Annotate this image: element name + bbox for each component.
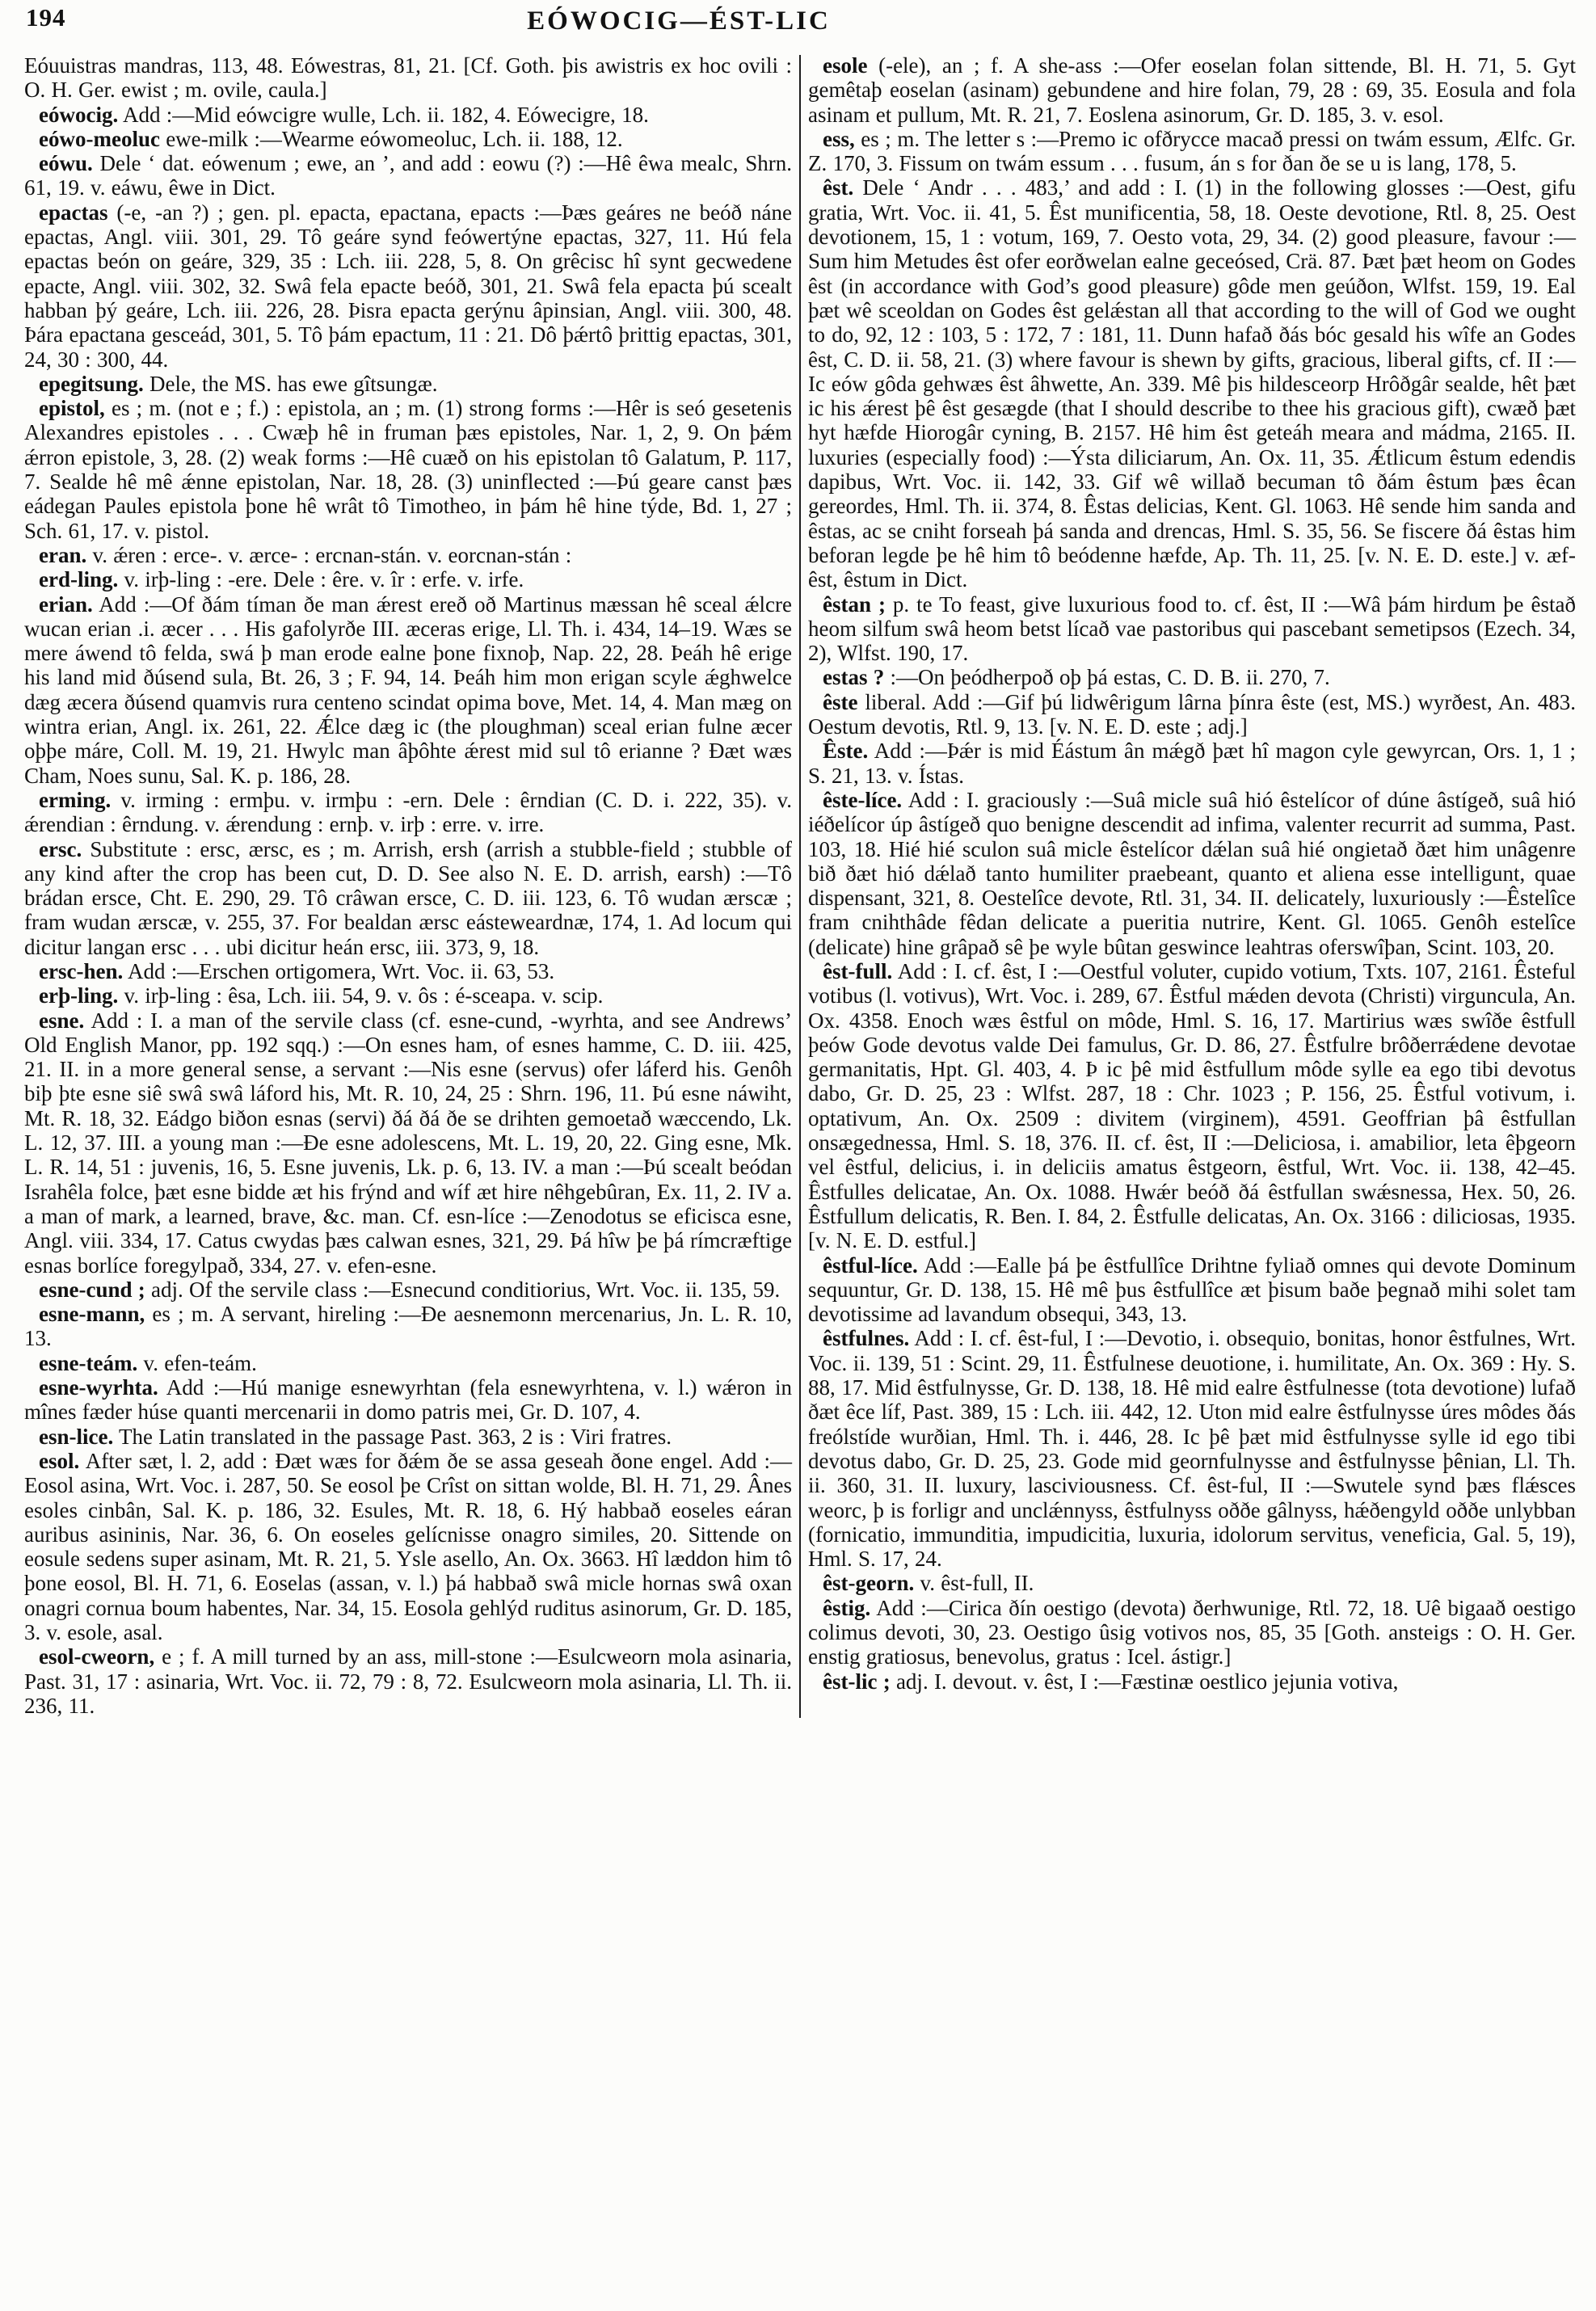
headword: esole <box>823 53 868 78</box>
dictionary-entry: erian. Add :—Of ðám tíman ðe man ǽrest ereð oð Martinus mæssan hê sceal ǽlcre wucan erian .i. æcer . . . His gafolyrðe III. æceras erige, Ll. Th. i. 434, 14–19. Wæs se mere áwend tô felda, swá þ man erode ealne þone fixnoþ, Nap. 22, 28. Þeáh hê erige his land mid ðúsend sula, Bt. 26, 3 ; F. 94, 14. Þeáh him mon erigan scyle ǽghwelce dæg æcera ðúsend quamvis rura centeno scindat opima bove, Met. 14, 4. Man mæg on wintra erian, Angl. ix. 261, 22. Ǽlce dæg ic (the ploughman) sceal erian fulne æcer oþþe máre, Coll. M. 19, 21. Hwylc man âþôhte ǽrest mid sul tô erianne ? Ðæt wæs Cham, Noes sunu, Sal. K. p. 186, 28. <box>24 591 792 788</box>
headword: ess, <box>823 126 855 151</box>
headword: eówu. <box>39 151 93 176</box>
running-header: EÓWOCIG—ÉST-LIC <box>527 6 831 36</box>
headword: epistol, <box>39 396 105 421</box>
text-columns <box>24 53 1576 1718</box>
dictionary-entry: eówu. Dele ‘ dat. eówenum ; ewe, an ’, and add : eowu (?) :—Hê êwa mealc, Shrn. 61, 19. v. eáwu, êwe in Dict. <box>24 151 792 200</box>
headword: êstig. <box>823 1595 871 1620</box>
dictionary-entry: êste liberal. Add :—Gif þú lidwêrigum lârna þínra êste (est, MS.) wyrðest, An. 483. Oestum devotis, Rtl. 9, 13. [v. N. E. D. este ; adj.] <box>808 689 1576 739</box>
dictionary-entry: êst-georn. v. êst-full, II. <box>823 1571 1034 1596</box>
left-column <box>24 53 792 1718</box>
column-divider <box>799 55 801 1718</box>
dictionary-entry: epactas (-e, -an ?) ; gen. pl. epacta, epactana, epacts :—Þæs geáres ne beóð náne epactas, Angl. viii. 301, 29. Tô geáre synd feówertýne epactas, 327, 11. Hú fela epactas beón on geáre, 329, 35 : Lch. iii. 228, 5, 8. On grêcisc hî synt gecwedene epacte, Angl. viii. 302, 32. Swâ fela epacte beóð, 301, 21. Swâ fela epacta þú scealt habban þý geáre, Lch. iii. 226, 28. Þisra epacta gerýnu âpinsian, Angl. viii. 300, 48. Þára epactana gesceád, 301, 5. Tô þám epactum, 11 : 21. Dô þǽrtô þrittig epactas, 301, 24, 30 : 300, 44. <box>24 200 792 372</box>
dictionary-entry: êstan ; p. te To feast, give luxurious food to. cf. êst, II :—Wâ þám hirdum þe êstað heom silfum swâ heom betst lícað vae pastoribus qui pascebant semetipsos (Ezech. 34, 2), Wlfst. 190, 17. <box>808 591 1576 666</box>
headword: êst. <box>823 175 854 200</box>
dictionary-entry: esne-cund ; adj. Of the servile class :—Esnecund conditiorius, Wrt. Voc. ii. 135, 59. <box>39 1277 781 1302</box>
headword: erian. <box>39 591 93 617</box>
dictionary-entry: êstig. Add :—Cirica ðín oestigo (devota) ðerhwunige, Rtl. 72, 18. Uê bigaað oestigo colimus devoti, 30, 23. Oestigo ûsig votivos nos, 85, 35 [Goth. ansteigs : O. H. Ger. enstig gratiosus, benevolus, gratus : Icel. ástigr.] <box>808 1595 1576 1669</box>
dictionary-entry: erþ-ling. v. irþ-ling : êsa, Lch. iii. 54, 9. v. ôs : é-sceapa. v. scip. <box>39 983 604 1008</box>
page-number: 194 <box>26 3 66 32</box>
headword: esne-wyrhta. <box>39 1375 158 1400</box>
headword: êst-full. <box>823 958 893 983</box>
headword: ersc-hen. <box>39 958 124 983</box>
dictionary-entry: esne-mann, es ; m. A servant, hireling :—Ðe aesnemonn mercenarius, Jn. L. R. 10, 13. <box>24 1302 792 1351</box>
headword: esn-lice. <box>39 1424 114 1449</box>
headword: êst-georn. <box>823 1571 915 1596</box>
dictionary-entry: eran. v. ǽren : erce-. v. ærce- : ercnan-stán. v. eorcnan-stán : <box>39 542 572 567</box>
dictionary-entry: epegitsung. Dele, the MS. has ewe gîtsungæ. <box>39 371 438 396</box>
dictionary-entry: êst-full. Add : I. cf. êst, I :—Oestful voluter, cupido votium, Txts. 107, 2161. Êsteful votibus (l. votivus), Wrt. Voc. i. 289, 67. Êstful mǽden devota (Christi) virguncula, An. Ox. 4358. Enoch wæs êstful on môde, Hml. S. 16, 17. Martirius wæs swîðe êstfull þeów Gode devotus valde Dei famulus, Gr. D. 86, 27. Êstfulre brôðerrǽdene devotae germanitatis, Hpt. Gl. 403, 4. Þ ic þê mid êstfullum môde sylle ea ego tibi devotus dabo, Gr. D. 25, 23 : Wlfst. 287, 18 : Chr. 1023 ; P. 156, 25. Êstful votivum, i. optativum, An. Ox. 2509 : divitem (virginem), 4591. Geoffrian þâ êstfullan onsægednessa, Hml. S. 18, 376. II. cf. êst, II :—Deliciosa, i. amabilior, leta êþgeorn vel êstful, delicius, i. in deliciis amatus êstgeorn, êstful, Wrt. Voc. ii. 138, 42–45. Êstfulles delicatae, An. Ox. 1088. Hwǽr beóð ðá êstfullan swǽsnessa, Hex. 50, 26. Êstfullum delicatis, R. Ben. I. 84, 2. Êstfulle delicatas, An. Ox. 3166 : diliciosas, 1935. [v. N. E. D. estful.] <box>808 958 1576 1253</box>
dictionary-entry: ess, es ; m. The letter s :—Premo ic ofðrycce macað pressi on twám essum, Ælfc. Gr. Z. 170, 3. Fissum on twám essum . . . fusum, án s for ðan ðe se u is lang, 178, 5. <box>808 126 1576 176</box>
dictionary-entry: êstfulnes. Add : I. cf. êst-ful, I :—Devotio, i. obsequio, bonitas, honor êstfulnes, Wrt. Voc. ii. 139, 51 : Scint. 29, 11. Êstfulnese deuotione, i. humilitate, An. Ox. 369 : Hy. S. 88, 17. Mid êstfulnysse, Gr. D. 138, 18. Hê mid ealre êstfulnesse (tota devotione) lufað ðæt êce líf, Past. 389, 15 : Lch. iii. 442, 12. Uton mid ealre êstfulnysse úres môdes ðás freólstíde wurðian, Hml. Th. i. 446, 28. Ic þê þæt mid êstfulnysse sylle id ego tibi devotus dabo, Gr. D. 25, 23. Gode mid geornfulnysse and êstfulnysse þênian, Ll. Th. ii. 360, 31. II. luxury, lasciviousness. Cf. êst-ful, II :—Swutele synd þæs flǽsces weorc, þ is forligr and unclǽnnyss, êstfulnyss oððe gâlnyss, hǽðengyld oððe unlybban (fornicatio, immunditia, impudicitia, luxuria, idolorum servitus, veneficia, Gal. 5, 19), Hml. S. 17, 24. <box>808 1326 1576 1572</box>
dictionary-entry: esol. After sæt, l. 2, add : Ðæt wæs for ðǽm ðe se assa geseah ðone engel. Add :—Eosol asina, Wrt. Voc. i. 287, 50. Se eosol þe Crîst on sittan wolde, Bl. H. 71, 29. Ânes esoles cinbân, Sal. K. p. 186, 32. Esules, Mt. R. 18, 6. Hý habbað eoseles eáran auribus asininis, Nar. 36, 6. On eoseles gelícnisse onagro similes, 20. Sittende on eosule sedens super asinam, Mt. R. 21, 5. Ysle asello, An. Ox. 3663. Hî læddon him tô þone eosol, Bl. H. 71, 6. Eoselas (assan, v. l.) þá habbað swâ micle hornas swâ oxan onagri cornua boum habentes, Nar. 34, 15. Eosola gehlýd ruditus asinorum, Gr. D. 185, 3. v. esole, asal. <box>24 1448 792 1644</box>
dictionary-entry: eówo-meoluc ewe-milk :—Wearme eówomeoluc, Lch. ii. 188, 12. <box>39 126 623 151</box>
dictionary-entry: êste-líce. Add : I. graciously :—Suâ micle suâ hió êstelícor of dúne âstígeð, suâ hió iéðelícor úp âstígeð quo benigne descendit ad infima, valenter recurrit ad summa, Past. 103, 18. Hié hié sculon suâ micle êstelícor dǽlan suâ hié ongietað ðæt him unâgenre bið ðæt hió dǽlað tanto humiliter praebeant, quanto et aliena esse intelligunt, quae dispensant, 321, 8. Oestelîce devote, Rtl. 31, 34. II. delicately, luxuriously :—Êstelîce fram cnihthâde fêdan delicate a pueritia nutrire, Kent. Gl. 1065. Genôh estelîce (delicate) hine grâpað sê þe wyle bûtan geswince leahtras oferswîþan, Scint. 103, 20. <box>808 787 1576 959</box>
headword: estas ? <box>823 665 885 690</box>
dictionary-entry: êst. Dele ‘ Andr . . . 483,’ and add : I. (1) in the following glosses :—Oest, gifu gratia, Wrt. Voc. ii. 41, 5. Êst munificentia, 58, 18. Oeste devotione, Rtl. 8, 25. Oest devotionem, 15, 1 : votum, 169, 7. Oesto vota, 29, 34. (2) good pleasure, favour :—Sum him Metudes êst ofer eorðwelan ealne geceósed, Crä. 87. Þæt þæt heom on Godes êst (in accordance with God’s good pleasure) gôde men geúðon, Wlfst. 159, 19. Eal þæt wê sceoldan on Godes êst gelǽstan all that according to the will of God we ought to do, 92, 12 : 103, 5 : 172, 7 : 181, 11. Dunn hafað ðás bóc gesald his wîfe an Godes êst, C. D. ii. 58, 21. (3) where favour is shewn by gifts, gracious, liberal gifts, cf. II :—Ic eów gôda gehwæs êst âhwette, An. 339. Mê þis hildesceorp Hrôðgâr sealde, hêt þæt ic his ǽrest þê êst gesægde (that I should describe to thee his gracious gift), cwæð þæt hyt hæfde Hiorogâr cyning, B. 2157. Hê him êst geteáh meara and mádma, 2165. II. luxuries (especially food) :—Ýsta diliciarum, An. Ox. 11, 35. Ǽtlicum êstum edendis dapibus, Wrt. Voc. ii. 142, 33. Gif wê willað becuman tô ðám êstum þæs êcan gereordes, Hml. Th. ii. 374, 8. Êstas delicias, Kent. Gl. 1063. Hê sende him sanda and êstas, ac se cniht forseah þá sanda and drencas, Hml. S. 35, 56. Se fiscere ðá êstas him beforan legde þe hê him tô beódenne hæfde, Ap. Th. 11, 25. [v. N. E. D. este.] v. æf-êst, êstum in Dict. <box>808 175 1576 592</box>
right-column <box>808 53 1576 1718</box>
headword: esne-cund ; <box>39 1277 145 1302</box>
headword: êst-lic ; <box>823 1669 891 1694</box>
headword: êste <box>823 689 858 714</box>
dictionary-entry: esne-wyrhta. Add :—Hú manige esnewyrhtan (fela esnewyrhtena, v. l.) wǽron in mînes fæder húse quanti mercenarii in domo patris mei, Gr. D. 107, 4. <box>24 1375 792 1425</box>
dictionary-entry: esn-lice. The Latin translated in the passage Past. 363, 2 is : Viri fratres. <box>39 1424 672 1449</box>
headword: eran. <box>39 542 87 567</box>
headword: esne-mann, <box>39 1302 145 1327</box>
headword: eówo-meoluc <box>39 126 160 151</box>
dictionary-entry: eówocig. Add :—Mid eówcigre wulle, Lch. ii. 182, 4. Eówecigre, 18. <box>39 102 649 127</box>
dictionary-entry: ersc-hen. Add :—Erschen ortigomera, Wrt. Voc. ii. 63, 53. <box>39 958 555 983</box>
headword: esol. <box>39 1448 80 1473</box>
continuation-paragraph: Eóuuistras mandras, 113, 48. Eówestras, 81, 21. [Cf. Goth. þis awistris ex hoc ovili : O. H. Ger. ewist ; m. ovile, caula.] <box>24 53 792 103</box>
dictionary-entry: esne-teám. v. efen-teám. <box>39 1350 257 1375</box>
headword: êstfulnes. <box>823 1326 910 1351</box>
headword: ersc. <box>39 836 82 861</box>
headword: êstful-líce. <box>823 1252 918 1278</box>
headword: erþ-ling. <box>39 983 119 1008</box>
dictionary-entry: epistol, es ; m. (not e ; f.) : epistola, an ; m. (1) strong forms :—Hêr is seó gesetenis Alexandres epistoles . . . Cwæþ hê in fruman þæs epistoles, Nar. 1, 2, 9. On þǽm ǽrron epistole, 3, 28. (2) weak forms :—Hê cuæð on his epistolan tô Galatum, P. 117, 7. Sealde hê mê ǽnne epistolan, Nar. 18, 28. (3) uninflected :—Þú geare canst þæs eádegan Paules epistola þone hê wrât tô Timotheo, in þám hê hine týde, Bd. 1, 27 ; Sch. 61, 17. v. pistol. <box>24 396 792 543</box>
headword: esne-teám. <box>39 1350 138 1375</box>
headword: erming. <box>39 787 112 812</box>
dictionary-entry: Êste. Add :—Þǽr is mid Éástum ân mǽgð þæt hî magon cyle gewyrcan, Ors. 1, 1 ; S. 21, 13. v. Ístas. <box>808 739 1576 788</box>
dictionary-entry: êstful-líce. Add :—Ealle þá þe êstfullîce Drihtne fyliað omnes qui devote Dominum sequuntur, Gr. D. 138, 15. Hê mê þus êstfullîce æt þisum baðe þegnað mihi solet tam devotissime ad lavandum obsequi, 343, 13. <box>808 1252 1576 1327</box>
dictionary-entry: estas ? :—On þeódherpoð oþ þá estas, C. D. B. ii. 270, 7. <box>823 665 1330 690</box>
dictionary-entry: erd-ling. v. irþ-ling : -ere. Dele : êre. v. îr : erfe. v. irfe. <box>39 567 524 592</box>
headword: epactas <box>39 200 108 225</box>
headword: esol-cweorn, <box>39 1644 155 1669</box>
headword: êstan ; <box>823 591 886 617</box>
headword: eówocig. <box>39 102 119 127</box>
dictionary-entry: esne. Add : I. a man of the servile class (cf. esne-cund, -wyrhta, and see Andrews’ Old English Manor, pp. 192 sqq.) :—On esnes ham, of esnes hamme, C. D. iii. 425, 21. II. in a more general sense, a servant :—Nis esne (servus) ofer láferd his. Genôh biþ þte esne siê swâ swâ láford his, Mt. R. 10, 24, 25 : Shrn. 196, 11. Þú esne náwiht, Mt. R. 18, 32. Eádgo biðon esnas (servi) ðá ðá ðe se drihten gemoetað wæccendo, Lk. L. 12, 37. III. a young man :—Ðe esne adolescens, Mt. L. 19, 20, 22. Ging esne, Mk. L. R. 14, 51 : juvenis, 16, 5. Esne juvenis, Lk. p. 6, 13. IV. a man :—Þú scealt beódan Israhêla folce, þæt esne bidde æt his frýnd and wíf æt hire nêhgebûran, Ex. 11, 2. IV a. a man of mark, a learned, brave, &c. man. Cf. esn-líce :—Zenodotus se eficisca esne, Angl. viii. 334, 17. Catus cwydas þæs calwan esnes, 321, 29. Þá hîw þe þá rímcræftige esnas borlíce foregylpað, 334, 27. v. efen-esne. <box>24 1008 792 1278</box>
dictionary-entry: êst-lic ; adj. I. devout. v. êst, I :—Fæstinæ oestlico jejunia votiva, <box>823 1669 1399 1694</box>
headword: esne. <box>39 1008 85 1033</box>
dictionary-entry: erming. v. irming : ermþu. v. irmþu : -ern. Dele : êrndian (C. D. i. 222, 35). v. ǽrendian : êrndung. v. ǽrendung : ernþ. v. irþ : erre. v. irre. <box>24 787 792 837</box>
headword: erd-ling. <box>39 567 119 592</box>
headword: Êste. <box>823 739 869 764</box>
headword: epegitsung. <box>39 371 144 396</box>
dictionary-entry: esole (-ele), an ; f. A she-ass :—Ofer eoselan folan sittende, Bl. H. 71, 5. Gyt gemêtaþ eoselan (asinam) gebundene and hire folan, 79, 28 : 69, 35. Eosula and fola asinam et pullum, Mt. R. 21, 7. Eoslena asinorum, Gr. D. 185, 3. v. esol. <box>808 53 1576 127</box>
dictionary-entry: esol-cweorn, e ; f. A mill turned by an ass, mill-stone :—Esulcweorn mola asinaria, Past. 31, 17 : asinaria, Wrt. Voc. ii. 72, 79 : 8, 72. Esulcweorn mola asinaria, Ll. Th. ii. 236, 11. <box>24 1644 792 1718</box>
headword: êste-líce. <box>823 787 903 812</box>
dictionary-entry: ersc. Substitute : ersc, ærsc, es ; m. Arrish, ersh (arrish a stubble-field ; stubble of any kind after the crop has been cut, D. D. See also N. E. D. arrish, earsh) :—Tô brádan ersce, Cht. E. 290, 29. Tô crâwan ersce, C. D. iii. 123, 6. Tô wudan ærscæ ; fram wudan ærscæ, v. 255, 37. For bealdan ærsc eásteweardnæ, 174, 1. Ad locum qui dicitur langan ersc . . . ubi dicitur heán ersc, iii. 373, 9, 18. <box>24 836 792 959</box>
